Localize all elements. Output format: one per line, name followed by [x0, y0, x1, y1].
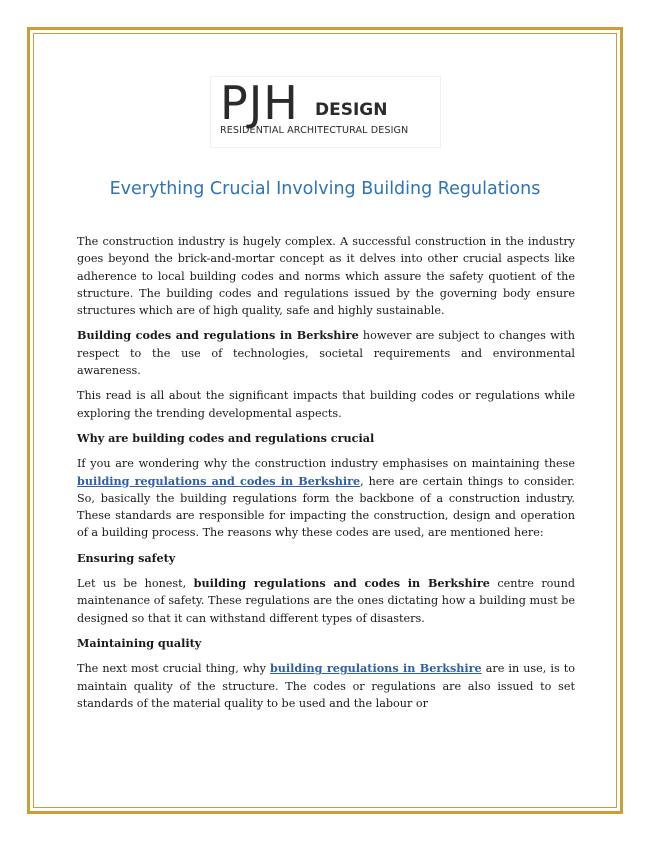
company-logo [211, 77, 440, 147]
paragraph-text: The next most crucial thing, why [77, 662, 270, 676]
bold-phrase: building regulations and codes in Berkshire [193, 576, 490, 591]
page-title: Everything Crucial Involving Building Regulations [109, 179, 541, 199]
paragraph-text: however are subject to changes with respect to the use of technologies, societal requirements and environmental awareness. [77, 329, 575, 378]
heading-maintaining-quality: Maintaining quality [77, 635, 202, 650]
link-building-regulations-codes[interactable]: building regulations and codes in Berkshire [77, 473, 361, 488]
paragraph-safety [77, 575, 575, 627]
heading-why-crucial: Why are building codes and regulations crucial [77, 430, 375, 445]
paragraph-text: If you are wondering why the construction industry emphasises on maintaining these [77, 457, 575, 471]
paragraph-why [77, 455, 575, 541]
paragraph-text: Let us be honest, [77, 577, 194, 591]
logo-tagline: RESIDENTIAL ARCHITECTURAL DESIGN [220, 125, 409, 136]
logo-mark: PJH [220, 76, 299, 130]
paragraph-text: are in use, is to maintain quality of the structure. The codes or regulations are also issued to set standards of the material quality to be used and the labour or [77, 662, 575, 710]
paragraph-text: , here are certain things to consider. So, basically the building regulations form the backbone of a construction industry. These standards are responsible for impacting the construction, design and operation of a building process. The reasons why these codes are used, are mentioned here: [77, 474, 575, 540]
paragraph-text: centre round maintenance of safety. These regulations are the ones dictating how a building must be designed so that it can withstand different types of disasters. [77, 577, 575, 625]
paragraph-intro: The construction industry is hugely complex. A successful construction in the industry goes beyond the brick-and-mortar concept as it delves into other crucial aspects like adherence to local building codes and norms which assure the safety quotient of the structure. The building codes and regulations issued by the governing body ensure structures which are of high quality, safe and highly sustainable. [77, 235, 575, 318]
paragraph-impacts: This read is all about the significant impacts that building codes or regulations while exploring the trending developmental aspects. [77, 389, 575, 420]
article-body [77, 233, 575, 720]
logo-design-word: DESIGN [315, 100, 388, 120]
paragraph-quality [77, 660, 575, 712]
bold-phrase: Building codes and regulations in Berkshire [77, 328, 359, 343]
paragraph-berkshire-codes [77, 327, 575, 379]
heading-ensuring-safety: Ensuring safety [77, 550, 176, 565]
link-building-regulations[interactable]: building regulations in Berkshire [269, 661, 482, 676]
